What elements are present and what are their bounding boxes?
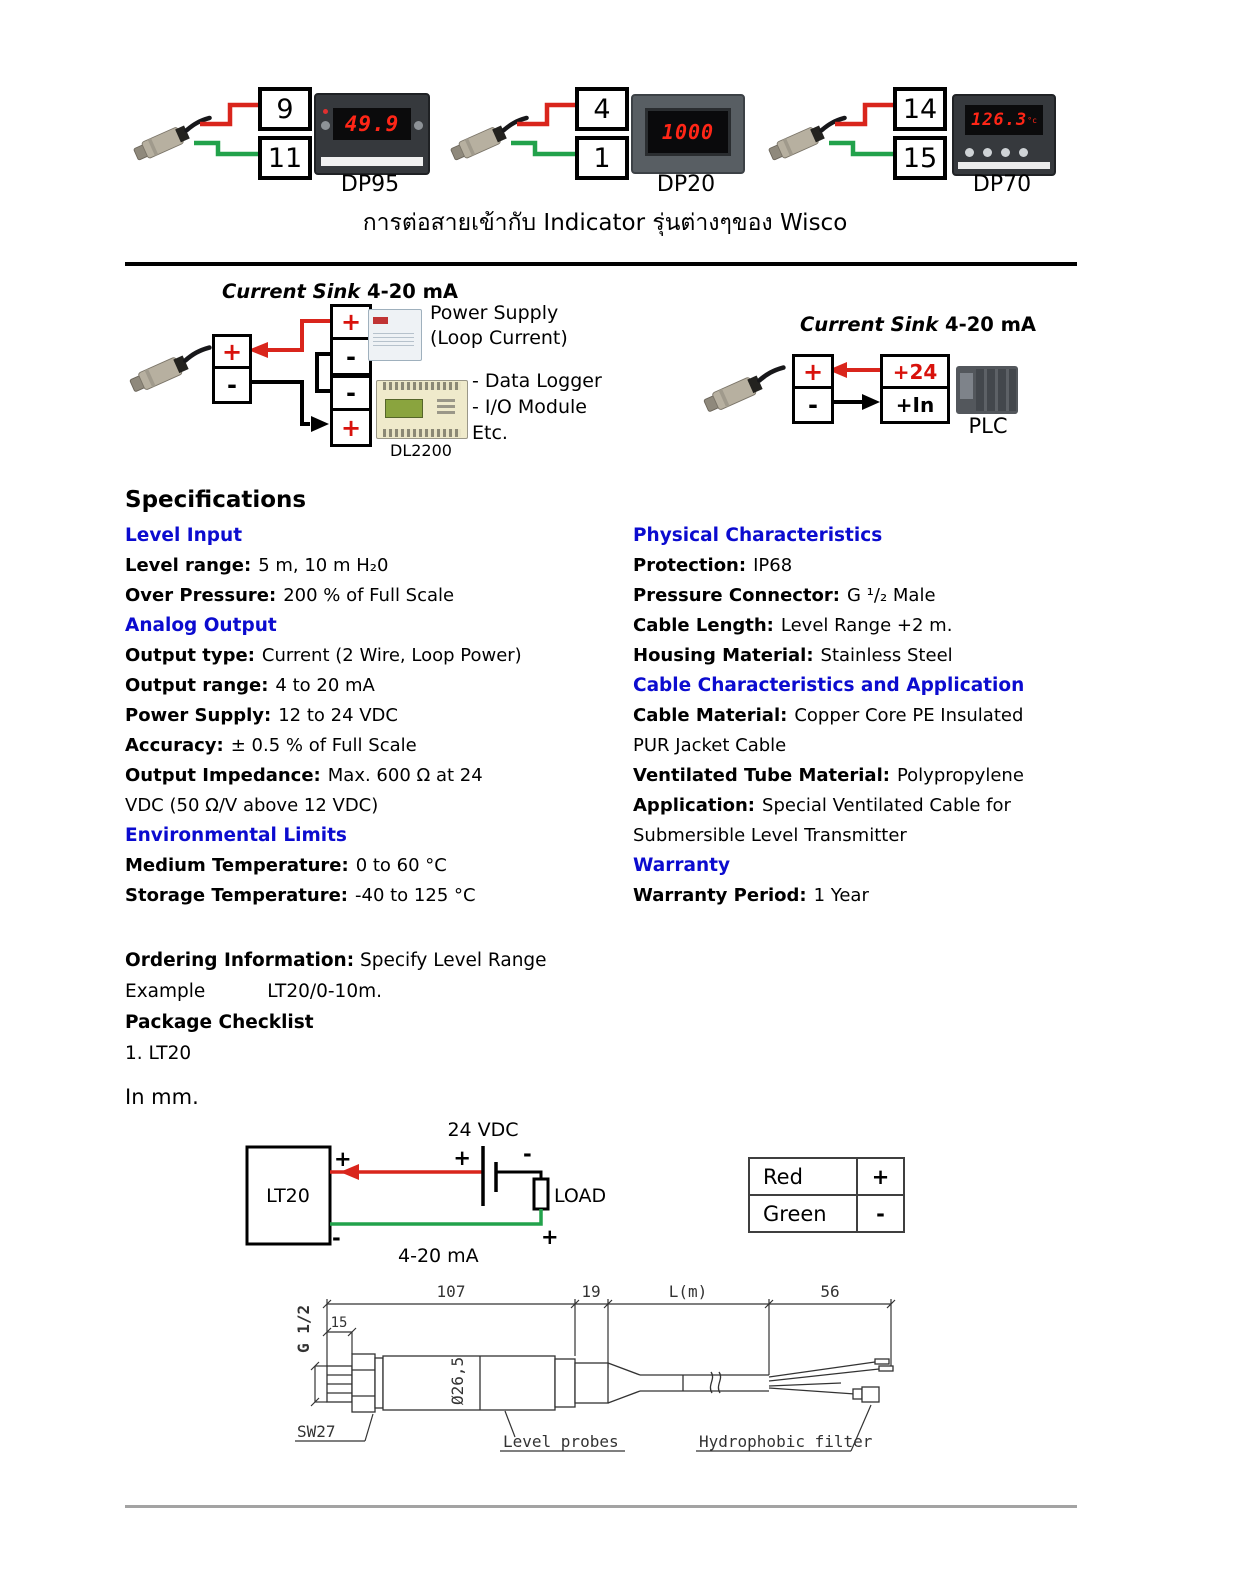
meter-reading: 1000 [661,120,715,144]
data-logger-model-label: DL2200 [390,441,452,460]
plc-terminal-block [880,354,950,424]
spec-value: Special Ventilated Cable for [762,795,1011,816]
black-loop-wire [246,382,310,424]
current-sink-label: Current Sink [800,313,939,336]
spec-term: Accuracy: [125,735,224,756]
spec-value: 12 to 24 VDC [278,705,398,726]
spec-term: Power Supply: [125,705,272,726]
loop-wiring-diagram [228,1118,638,1270]
spec-term: Over Pressure: [125,585,277,606]
minus-sign: - [523,1142,532,1166]
wire-color-table [748,1157,905,1233]
plus-terminal: + [795,357,831,389]
current-sink-label: Current Sink [222,280,361,303]
green-signal-wire [330,1209,541,1224]
terminal-number-box-top [575,87,629,131]
spec-term: Ventilated Tube Material: [633,765,890,786]
plus-sign: + [541,1225,559,1249]
spec-section-heading: Environmental Limits [125,825,347,846]
thread-size-label: G 1/2 [294,1304,313,1353]
diameter-label: Ø26,5 [448,1356,467,1405]
wire-color-cell: Red [749,1158,857,1195]
green-wire [511,143,577,154]
meter-reading: 126.3 [971,110,1028,130]
spec-value: Copper Core PE Insulated [794,705,1024,726]
meter-display [965,105,1043,135]
spec-term: Medium Temperature: [125,855,349,876]
keypad-icon [437,399,455,415]
spec-line [633,791,1133,821]
plus-terminal: + [215,337,249,369]
dim-filter-length: 56 [820,1282,840,1301]
units-note: In mm. [125,1085,199,1109]
sensor-terminal-block [212,334,252,404]
dimension-drawing [275,1275,930,1475]
plus-sign: + [334,1147,352,1171]
spec-line [125,551,625,581]
spec-value: PUR Jacket Cable [633,735,787,756]
dim-body-length: 107 [436,1282,466,1301]
hydrophobic-filter-label: Hydrophobic filter [699,1432,873,1451]
figure-caption-thai: การต่อสายเข้ากับ Indicator รุ่นต่างๆของ Wisco [362,210,848,236]
indicator-wiring-graphic [130,85,264,197]
package-checklist-item: 1. LT20 [125,1043,192,1064]
dim-cable-length: L(m) [668,1282,708,1301]
green-wire [829,143,895,154]
spec-line [633,821,1133,851]
polarity-cell: + [857,1158,904,1195]
indicator-wiring-graphic [765,85,899,197]
alarm-led-icon [323,109,328,114]
ordering-information-block [125,945,547,1069]
spec-value: Max. 600 Ω at 24 [327,765,483,786]
table-row [749,1195,904,1232]
plc-24v-terminal: +24 [883,357,947,389]
meter-display [645,108,731,156]
spec-line [633,701,1133,731]
spec-term: Warranty Period: [633,885,807,906]
example-value: LT20/0-10m. [267,981,382,1002]
wire-color-cell: Green [749,1195,857,1232]
spec-value: G ¹/₂ Male [847,585,936,606]
plus-terminal: + [340,413,362,442]
spec-line [125,641,625,671]
level-transmitter-icon [449,118,526,163]
panel-meter-dp70 [952,94,1056,176]
plus-sign: + [453,1146,471,1170]
spec-value: 1 Year [813,885,869,906]
power-supply-caption-line1: Power Supply [430,302,559,324]
plc-image [956,366,1018,414]
indicator-figure-dp95 [130,85,440,197]
level-transmitter-icon [132,118,209,163]
signal-range-label: 4-20 mA [398,1245,479,1267]
supply-to-logger-wire [317,354,330,391]
transmitter-outline [327,1354,893,1412]
spec-line [633,581,1133,611]
spec-term: Output Impedance: [125,765,321,786]
spec-value: 5 m, 10 m H₂0 [258,555,389,576]
data-logger-image [376,380,468,439]
device-option-2: - I/O Module [472,396,587,418]
minus-terminal: - [346,342,356,371]
device-option-1: - Data Logger [472,370,602,392]
spec-term: Housing Material: [633,645,814,666]
current-range-label: 4-20 mA [945,313,1037,336]
polarity-cell: - [857,1195,904,1232]
minus-terminal: - [333,378,369,411]
hex-size-label: SW27 [297,1422,336,1441]
spec-value: 200 % of Full Scale [283,585,455,606]
spec-line [125,851,625,881]
meter-button-icon [414,121,423,130]
spec-value: ± 0.5 % of Full Scale [230,735,417,756]
terminal-number-box-bottom [258,136,312,180]
current-sink-title-right [800,313,1036,336]
meter-label-strip [321,157,423,166]
level-transmitter-icon [703,368,784,415]
terminal-number: 15 [902,142,938,174]
indicator-model-label: DP70 [972,172,1032,197]
current-range-label: 4-20 mA [367,280,459,303]
plc-label: PLC [968,414,1008,438]
spec-line [633,731,1133,761]
spec-section-heading: Level Input [125,525,243,546]
panel-meter-dp95 [314,93,430,175]
table-row [749,1158,904,1195]
spec-section-heading: Physical Characteristics [633,525,883,546]
meter-buttons [965,148,1028,157]
meter-reading: 49.9 [344,112,400,136]
specifications-title: Specifications [125,487,307,513]
ordering-line [125,945,547,976]
load-resistor [534,1179,548,1209]
indicator-figure-dp70 [765,85,1075,197]
spec-line [633,641,1133,671]
spec-line [125,701,625,731]
minus-sign: - [332,1226,341,1250]
spec-line [633,761,1133,791]
spec-line [125,881,625,911]
spec-line [125,791,625,821]
spec-value: Submersible Level Transmitter [633,825,907,846]
terminal-number: 1 [593,142,611,174]
ordering-value: Specify Level Range [360,950,547,971]
section-divider [125,262,1077,266]
spec-value: Level Range +2 m. [780,615,953,636]
terminal-number: 4 [593,93,611,125]
sensor-terminal-block [792,354,834,424]
spec-value: Current (2 Wire, Loop Power) [261,645,522,666]
indicator-model-label: DP95 [340,172,400,197]
spec-term: Cable Material: [633,705,788,726]
red-wire [517,105,577,124]
black-arrowhead-icon [311,416,329,432]
load-label: LOAD [554,1185,607,1207]
lcd-screen-icon [385,399,423,418]
spec-line [125,671,625,701]
spec-section-heading: Analog Output [125,615,277,636]
supply-voltage-label: 24 VDC [447,1119,519,1141]
terminal-number: 14 [902,93,938,125]
level-probes-label: Level probes [503,1432,619,1451]
spec-term: Level range: [125,555,252,576]
terminal-number-box-bottom [893,136,947,180]
spec-term: Output type: [125,645,255,666]
terminal-number: 11 [267,142,303,174]
black-arrowhead-icon [862,394,880,410]
power-supply-terminal-block [330,304,372,376]
spec-line [633,551,1133,581]
red-wire [835,105,895,124]
footer-divider [125,1505,1077,1508]
minus-terminal: - [808,391,818,419]
spec-section-heading: Cable Characteristics and Application [633,675,1025,696]
spec-line [125,731,625,761]
meter-button-icon [321,121,330,130]
spec-term: Cable Length: [633,615,774,636]
spec-column-right [633,521,1133,911]
spec-value: 4 to 20 mA [275,675,375,696]
spec-term: Application: [633,795,756,816]
package-checklist-title: Package Checklist [125,1012,314,1033]
terminal-number-box-top [258,87,312,131]
power-supply-image [368,309,422,361]
panel-meter-dp20 [631,94,745,174]
spec-value: IP68 [753,555,793,576]
spec-line [633,881,1133,911]
device-option-3: Etc. [472,422,508,444]
ordering-example-line [125,976,547,1007]
green-wire [194,143,260,154]
spec-term: Output range: [125,675,269,696]
red-wire [200,105,260,124]
spec-value: VDC (50 Ω/V above 12 VDC) [125,795,379,816]
spec-value: Stainless Steel [820,645,953,666]
meter-unit: °c [1027,115,1037,125]
spec-term: Pressure Connector: [633,585,840,606]
spec-section-heading: Warranty [633,855,731,876]
spec-line [125,761,625,791]
level-transmitter-icon [767,118,844,163]
example-label: Example [125,981,206,1002]
spec-value: 0 to 60 °C [355,855,447,876]
red-loop-wire [266,321,330,350]
ordering-label: Ordering Information: [125,950,355,971]
indicator-wiring-graphic [447,85,581,197]
meter-label-strip [958,162,1050,169]
spec-term: Storage Temperature: [125,885,348,906]
spec-value: Polypropylene [896,765,1024,786]
dim-thread-length: 15 [330,1315,348,1331]
minus-terminal: - [227,371,237,399]
power-supply-caption-line2: (Loop Current) [430,327,568,349]
meter-display [333,108,411,140]
transmitter-label: LT20 [266,1185,310,1207]
spec-term: Protection: [633,555,747,576]
spec-line [125,581,625,611]
terminal-number-box-top [893,87,947,131]
spec-line [633,611,1133,641]
plus-terminal: + [333,307,369,340]
terminal-number-box-bottom [575,136,629,180]
spec-value: -40 to 125 °C [355,885,476,906]
level-transmitter-icon [129,348,210,395]
indicator-model-label: DP20 [656,172,716,197]
logger-terminal-block [330,375,372,447]
dim-gland-length: 19 [581,1282,601,1301]
indicator-figure-dp20 [447,85,757,197]
terminal-number: 9 [276,93,294,125]
plc-input-terminal: +In [895,393,935,417]
spec-column-left [125,521,625,911]
